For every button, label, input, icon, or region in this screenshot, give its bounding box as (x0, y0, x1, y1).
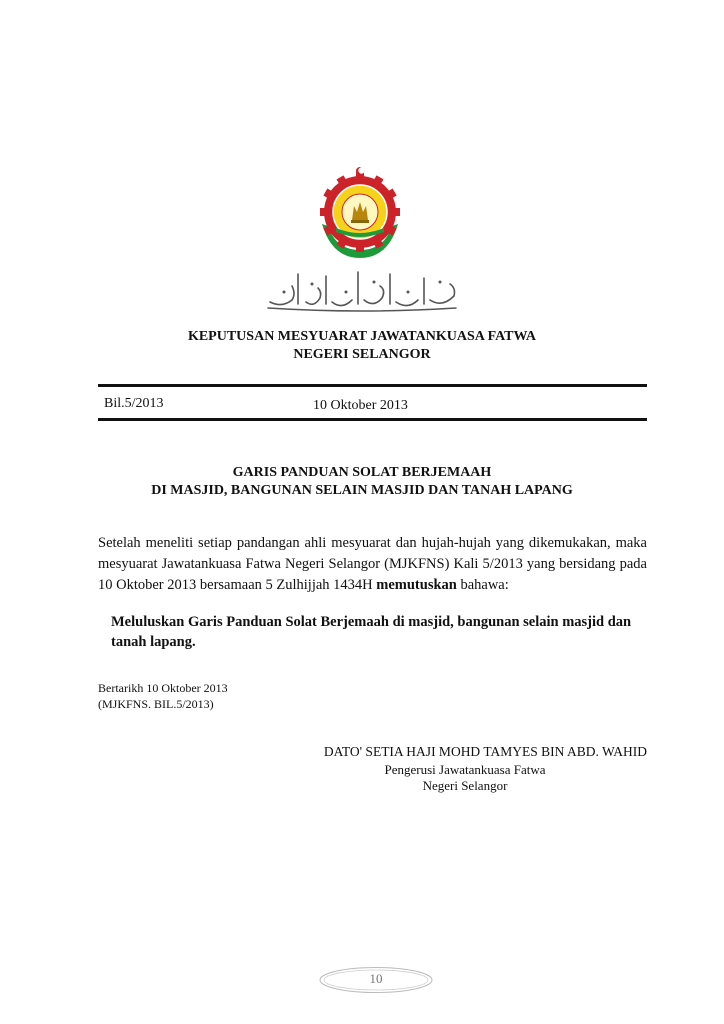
meeting-date: 10 Oktober 2013 (313, 398, 408, 413)
bil-number: Bil.5/2013 (104, 396, 164, 411)
dated-line: Bertarikh 10 Oktober 2013 (98, 681, 228, 695)
decision-paragraph (98, 533, 647, 596)
decision-text: Setelah meneliti setiap pandangan ahli mesyuarat dan hujah-hujah yang dikemukakan, maka mesyuarat Jawatankuasa Fatwa Negeri Selangor (MJKFNS) Kali 5/2013 yang bersidang pada 10 Oktober 2013 bersamaan 5 Zulhijjah 1434H (98, 535, 647, 593)
resolution-text: Meluluskan Garis Panduan Solat Berjemaah di masjid, bangunan selain masjid dan tanah lapang. (111, 614, 632, 650)
top-rule (98, 384, 647, 387)
document-title-line2: NEGERI SELANGOR (293, 347, 431, 362)
page-number: 10 (369, 971, 383, 986)
signatory-name: DATO' SETIA HAJI MOHD TAMYES BIN ABD. WAHID (323, 744, 647, 759)
signatory-title-line2: Negeri Selangor (422, 778, 508, 793)
signatory-title (330, 762, 600, 794)
document-title-line1: KEPUTUSAN MESYUARAT JAWATANKUASA FATWA (187, 329, 537, 344)
reference-line: (MJKFNS. BIL.5/2013) (98, 697, 214, 711)
signatory-title-line1: Pengerusi Jawatankuasa Fatwa (384, 762, 546, 777)
topic-line2: DI MASJID, BANGUNAN SELAIN MASJID DAN TANAH LAPANG (151, 483, 573, 498)
bottom-rule (98, 418, 647, 421)
decision-keyword: memutuskan (376, 577, 457, 593)
jawi-calligraphy-icon (262, 264, 462, 314)
decision-text-end: bahawa: (460, 577, 509, 593)
dated-block (98, 680, 228, 712)
mufti-emblem-icon (312, 166, 408, 262)
topic-line1: GARIS PANDUAN SOLAT BERJEMAAH (232, 465, 492, 480)
